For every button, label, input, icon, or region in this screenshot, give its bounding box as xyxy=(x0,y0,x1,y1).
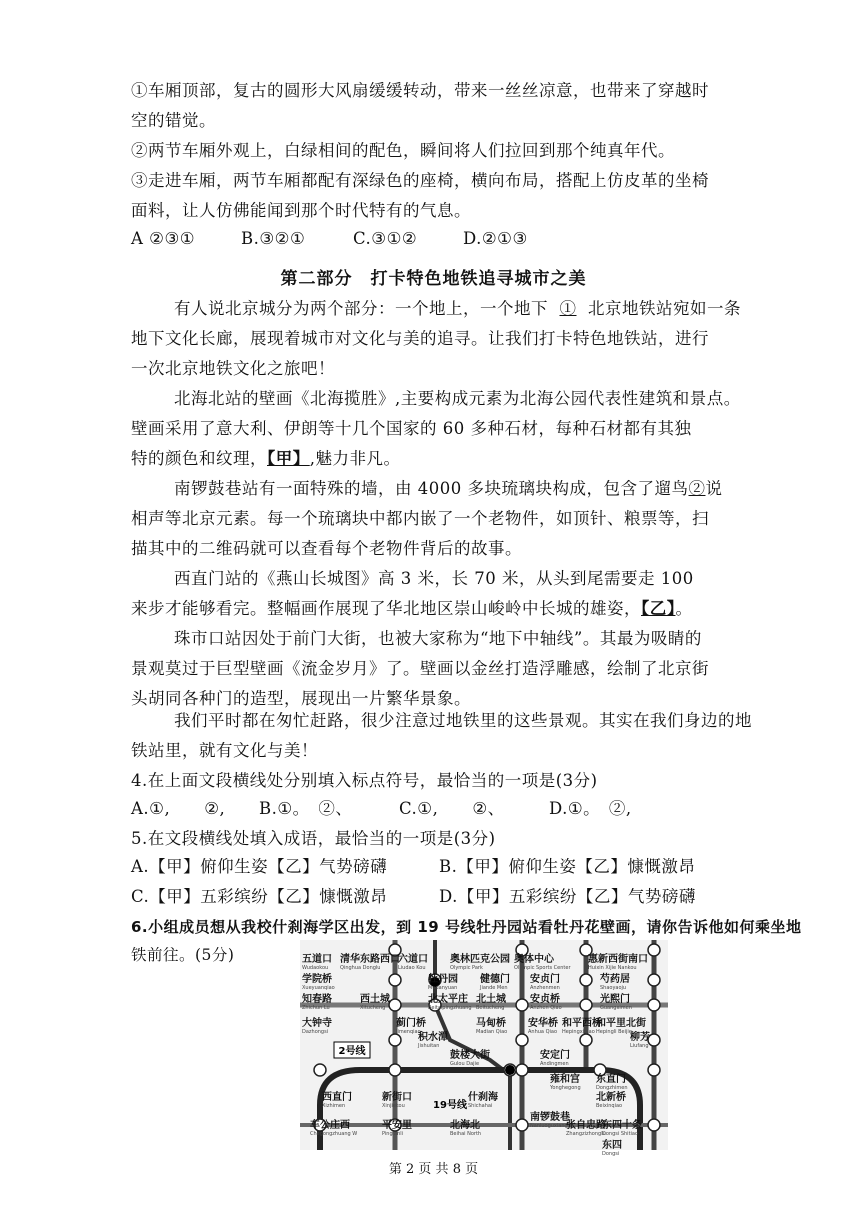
station-label: 安华桥 xyxy=(528,1018,558,1029)
station-label: 知春路 xyxy=(302,994,332,1005)
q4-option-b[interactable]: B.①。 ②、 xyxy=(259,799,353,818)
station-label: 六道口 xyxy=(398,954,428,965)
station-label-en: Zhangzizhonglu xyxy=(566,1131,606,1137)
station-label: 安贞桥 xyxy=(530,994,560,1005)
transfer-station-icon xyxy=(648,999,660,1011)
station-label-en: Dazhongsi xyxy=(302,1029,329,1035)
para4-text-a: 来步才能够看完。整幅画作展现了华北地区崇山峻岭中长城的雄姿， xyxy=(131,599,641,618)
q6-line2: 铁前往。(5分) xyxy=(131,946,235,964)
station-label-en: Jiande Men xyxy=(480,985,508,991)
transfer-station-icon xyxy=(389,1064,401,1076)
station-label: 鼓楼大街 xyxy=(450,1050,490,1061)
blank-2: ② xyxy=(688,479,706,498)
transfer-station-icon xyxy=(580,999,592,1011)
station-label-en: Beitucheng xyxy=(476,1005,505,1011)
transfer-station-icon xyxy=(648,1064,660,1076)
station-label: 五道口 xyxy=(302,954,332,965)
para5-line3: 头胡同各种门的造型，展现出一片繁华景象。 xyxy=(131,689,471,708)
q5-options-row1 xyxy=(131,856,695,878)
option-sentence-1-line2: 空的错觉。 xyxy=(131,111,216,130)
section-title: 第二部分 打卡特色地铁追寻城市之美 xyxy=(280,269,587,289)
station-label: 奥林匹克公园 xyxy=(450,954,510,965)
station-label: 芍药居 xyxy=(600,974,630,985)
station-label-en: Wudaokou xyxy=(302,965,329,971)
q3-option-d[interactable]: D.②①③ xyxy=(463,229,528,248)
transfer-station-icon xyxy=(389,1034,401,1046)
para1-line2: 地下文化长廊，展现着城市对文化与美的追寻。让我们打卡特色地铁站，进行 xyxy=(131,329,709,348)
transfer-station-icon xyxy=(516,1034,528,1046)
station-label: 北新桥 xyxy=(596,1092,626,1103)
q6-line1: 6.小组成员想从我校什刹海学区出发，到 19 号线牡丹园站看牡丹花壁画，请你告诉他如何乘坐地 xyxy=(131,918,802,936)
q3-option-c[interactable]: C.③①② xyxy=(353,229,418,248)
station-label: 牡丹园 xyxy=(428,974,458,985)
q5-stem: 5.在文段横线处填入成语，最恰当的一项是(3分) xyxy=(131,829,496,848)
para3-text-b: 说 xyxy=(705,479,723,498)
station-label-en: Huixin Xijie Nankou xyxy=(588,965,637,971)
station-label-en: Xueyuanqiao xyxy=(302,985,335,991)
para2-line2: 壁画采用了意大利、伊朗等十几个国家的 60 多种石材，每种石材都有其独 xyxy=(131,419,692,438)
station-label-en: Hepingxiqiao xyxy=(562,1029,595,1035)
q4-options xyxy=(131,798,632,820)
transfer-station-icon xyxy=(389,974,401,986)
subway-map-svg xyxy=(300,940,668,1157)
station-label: 奥体中心 xyxy=(514,954,554,965)
station-label-en: Anhua Qiao xyxy=(528,1029,558,1035)
transfer-station-icon xyxy=(580,1034,592,1046)
transfer-station-icon xyxy=(516,1064,528,1076)
q4-option-a[interactable]: A.①, ②, xyxy=(131,799,226,818)
q5-option-c[interactable]: C.【甲】五彩缤纷【乙】慷慨激昂 xyxy=(131,887,388,906)
option-sentence-2: ②两节车厢外观上，白绿相间的配色，瞬间将人们拉回到那个纯真年代。 xyxy=(131,141,675,160)
para5-line1: 珠市口站因处于前门大街，也被大家称为“地下中轴线”。其最为吸睛的 xyxy=(174,629,702,648)
station-label-en: Dongsi xyxy=(602,1151,620,1157)
station-label: 西直门 xyxy=(322,1092,352,1103)
q3-option-a[interactable]: A ②③① xyxy=(131,229,196,248)
station-label-en: Anzhen Qiao xyxy=(530,1005,562,1011)
station-label: 平安里 xyxy=(382,1120,412,1131)
blank-jia: 【甲】 xyxy=(267,449,310,468)
station-label: 柳芳 xyxy=(630,1032,650,1043)
para1-line1 xyxy=(174,298,741,320)
q4-option-c[interactable]: C.①, ②、 xyxy=(399,799,505,818)
q3-options xyxy=(131,228,528,250)
station-label-en: Nanluoguxiang xyxy=(530,1123,568,1129)
station-label-en: Beihai North xyxy=(450,1131,482,1137)
station-label: 积水潭 xyxy=(418,1032,448,1043)
blank-1: ① xyxy=(559,299,577,318)
station-label: 东直门 xyxy=(596,1074,626,1085)
station-label: 北海北 xyxy=(450,1120,480,1131)
station-label: 安定门 xyxy=(540,1050,570,1061)
page-footer: 第 2 页 共 8 页 xyxy=(388,1162,479,1177)
station-label-en: Gulou Dajie xyxy=(450,1061,480,1067)
station-label: 和平里北街 xyxy=(596,1018,646,1029)
station-label-en: Chegongzhuang W xyxy=(310,1131,358,1137)
station-label-en: Madian Qiao xyxy=(476,1029,508,1035)
station-label: 北土城 xyxy=(476,994,506,1005)
station-label-en: Xinjiekou xyxy=(382,1103,405,1109)
station-label: 学院桥 xyxy=(302,974,332,985)
station-label: 和平西桥 xyxy=(562,1018,602,1029)
station-label: 清华东路西口 xyxy=(340,954,400,965)
station-label-en: Zhichun Lu xyxy=(302,1005,330,1011)
station-label-en: Beitaipingzhuang xyxy=(428,1005,472,1011)
station-label-en: Olympic Park xyxy=(450,965,483,971)
para3-line2: 相声等北京元素。每一个琉璃块中都内嵌了一个老物件，如顶针、粮票等，扫 xyxy=(131,509,709,528)
transfer-station-icon xyxy=(389,999,401,1011)
q5-option-d[interactable]: D.【甲】五彩缤纷【乙】气势磅礴 xyxy=(439,887,696,906)
para6-line1: 我们平时都在匆忙赶路，很少注意过地铁里的这些景观。其实在我们身边的地 xyxy=(174,711,752,730)
station-label-en: Liudao Kou xyxy=(398,965,426,971)
transfer-station-icon xyxy=(580,974,592,986)
q4-stem: 4.在上面文段横线处分别填入标点符号，最恰当的一项是(3分) xyxy=(131,771,598,790)
station-label-en: Yonghegong xyxy=(550,1085,581,1091)
q4-option-d[interactable]: D.①。 ②, xyxy=(549,799,632,818)
station-label-en: Jimenqiao xyxy=(396,1029,421,1035)
para3-line1 xyxy=(174,478,722,500)
station-label: 马甸桥 xyxy=(476,1018,506,1029)
station-label-en: Liufang xyxy=(630,1043,649,1049)
q5-option-a[interactable]: A.【甲】俯仰生姿【乙】气势磅礴 xyxy=(131,857,388,876)
para1-text-b: 北京地铁站宛如一条 xyxy=(588,299,741,318)
station-label-en: Shaoyaoju xyxy=(600,985,627,991)
station-label-en: Mudanyuan xyxy=(428,985,458,991)
option-sentence-1-line1: ①车厢顶部，复古的圆形大风扇缓缓转动，带来一丝丝凉意，也带来了穿越时 xyxy=(131,81,709,100)
station-label: 蓟门桥 xyxy=(396,1018,426,1029)
station-label: 南锣鼓巷 xyxy=(530,1112,570,1123)
station-label-en: Xitucheng xyxy=(360,1005,386,1011)
para2-line3 xyxy=(131,448,401,470)
station-label-en: Shichahai xyxy=(468,1103,493,1109)
para4-text-b: 。 xyxy=(675,599,693,618)
q3-option-b[interactable]: B.③②① xyxy=(241,229,306,248)
station-label: 北太平庄 xyxy=(428,994,468,1005)
para4-line2 xyxy=(131,598,693,620)
line-2-label: 2号线 xyxy=(338,1046,366,1057)
station-label: 新街口 xyxy=(382,1092,412,1103)
station-label: 雍和宫 xyxy=(550,1074,580,1085)
station-label-en: Anzhenmen xyxy=(530,985,560,991)
station-label-en: Beixinqiao xyxy=(596,1103,623,1109)
subway-map xyxy=(300,940,668,1157)
transfer-station-icon xyxy=(516,1119,528,1131)
para3-line3: 描其中的二维码就可以查看每个老物件背后的故事。 xyxy=(131,539,522,558)
station-label: 大钟寺 xyxy=(302,1018,332,1029)
para1-text-a: 有人说北京城分为两个部分：一个地上，一个地下 xyxy=(174,299,548,318)
station-label: 惠新西街南口 xyxy=(588,954,648,965)
transfer-station-icon xyxy=(314,1064,326,1076)
station-label-en: Jishuitan xyxy=(418,1043,440,1049)
para4-line1: 西直门站的《燕山长城图》高 3 米，长 70 米，从头到尾需要走 100 xyxy=(174,569,694,588)
station-label: 东四十条 xyxy=(602,1120,642,1131)
q5-options-row2 xyxy=(131,886,696,908)
transfer-station-icon xyxy=(648,974,660,986)
station-label-en: Olympic Sports Center xyxy=(514,965,571,971)
station-label-en: Dongzhimen xyxy=(596,1085,628,1091)
para2-text-a: 特的颜色和纹理， xyxy=(131,449,267,468)
para2-line1: 北海北站的壁画《北海揽胜》,主要构成元素为北海公园代表性建筑和景点。 xyxy=(174,389,741,408)
option-sentence-3-line2: 面料，让人仿佛能闻到那个时代特有的气息。 xyxy=(131,201,471,220)
station-label: 车公庄西 xyxy=(310,1120,350,1131)
station-label-en: Ping'anli xyxy=(382,1131,404,1137)
station-label-en: Guangximen xyxy=(600,1005,632,1011)
station-label-en: Qinghua Donglu xyxy=(340,965,381,971)
station-label-en: Dongsi Shitiao xyxy=(602,1131,639,1137)
station-label: 安贞门 xyxy=(530,974,560,985)
blank-yi: 【乙】 xyxy=(641,599,676,618)
q5-option-b[interactable]: B.【甲】俯仰生姿【乙】慷慨激昂 xyxy=(439,857,696,876)
station-label-en: Xizhimen xyxy=(322,1103,346,1109)
para5-line2: 景观莫过于巨型壁画《流金岁月》了。壁画以金丝打造浮雕感，绘制了北京街 xyxy=(131,659,709,678)
para2-text-b: ,魅力非凡。 xyxy=(309,449,401,468)
station-label: 健德门 xyxy=(480,974,510,985)
transfer-station-icon xyxy=(516,999,528,1011)
transfer-station-icon xyxy=(648,944,660,956)
station-label: 张自忠路 xyxy=(566,1120,606,1131)
station-label-en: Andingmen xyxy=(540,1061,569,1067)
highlight-station-icon xyxy=(505,1065,515,1075)
station-label: 什刹海 xyxy=(468,1092,498,1103)
station-label: 东四 xyxy=(602,1140,622,1151)
station-label: 光熙门 xyxy=(600,994,630,1005)
station-label-en: Hepingli Beijie xyxy=(596,1029,632,1035)
station-label: 西土城 xyxy=(360,994,390,1005)
para6-line2: 铁站里，就有文化与美！ xyxy=(131,741,318,760)
para1-line3: 一次北京地铁文化之旅吧！ xyxy=(131,359,335,378)
para3-text-a: 南锣鼓巷站有一面特殊的墙，由 4000 多块琉璃块构成，包含了遛鸟 xyxy=(174,479,689,498)
transfer-station-icon xyxy=(648,1119,660,1131)
line-19-label: 19号线 xyxy=(433,1100,467,1111)
option-sentence-3-line1: ③走进车厢，两节车厢都配有深绿色的座椅，横向布局，搭配上仿皮革的坐椅 xyxy=(131,171,709,190)
